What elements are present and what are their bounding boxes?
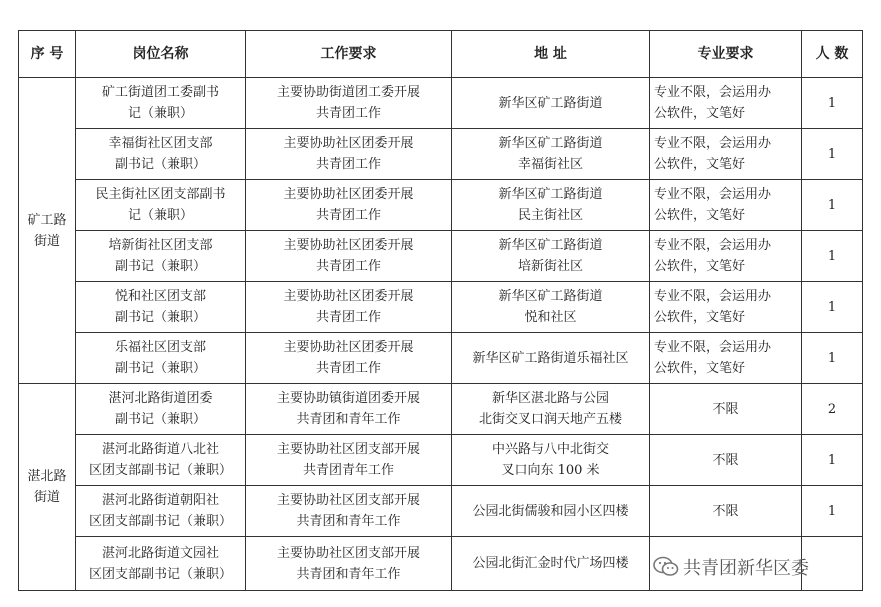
work-requirement-line: 共青团工作 [315,310,381,325]
major-requirement [650,333,802,384]
headcount: 1 [802,180,863,231]
address [452,78,650,129]
headcount: 2 [802,384,863,435]
position-name [76,180,246,231]
position-name [76,231,246,282]
work-requirement-line: 主要协助社区团支部开展 [276,493,420,508]
position-name [76,78,246,129]
position-name [76,129,246,180]
group-name-line: 湛北路 [27,469,67,484]
address-line: 新华区矿工路街道 [498,187,603,202]
table-row [19,180,863,231]
address-line: 叉口向东 100 米 [501,463,600,478]
table-row [19,384,863,435]
position-name [76,282,246,333]
work-requirement-line: 主要协助镇街道团委开展 [276,391,420,406]
major-requirement-line: 公软件，文笔好 [654,361,746,376]
address-line: 中兴路与八中北街交 [491,442,609,457]
address [452,129,650,180]
major-requirement-line: 专业不限，会运用办 [654,238,772,253]
position-name-line: 副书记（兼职） [114,361,206,376]
headcount: 1 [802,486,863,537]
watermark [653,554,809,580]
work-requirement-line: 共青团工作 [315,208,381,223]
major-requirement-line: 专业不限，会运用办 [654,289,772,304]
address-line: 新华区矿工路街道 [498,136,603,151]
major-requirement-line: 不限 [712,401,739,417]
work-requirement [246,333,452,384]
position-name [76,435,246,486]
work-requirement [246,282,452,333]
positions-table [18,30,863,591]
header-count: 人 数 [802,31,863,78]
work-requirement [246,486,452,537]
address [452,282,650,333]
position-name-line: 幸福街社区团支部 [108,136,213,151]
address-line: 培新街社区 [517,259,583,274]
major-requirement-line: 公软件，文笔好 [654,208,746,223]
address [452,333,650,384]
address-line: 公园北街汇金时代广场四楼 [472,556,629,571]
address-line: 新华区矿工路街道 [498,95,603,111]
work-requirement-line: 共青团工作 [315,259,381,274]
address-line: 悦和社区 [524,310,577,325]
work-requirement-line: 共青团工作 [315,157,381,172]
headcount [802,537,863,591]
work-requirement-line: 共青团和青年工作 [296,412,401,427]
major-requirement [650,129,802,180]
major-requirement [650,231,802,282]
major-requirement-line: 公软件，文笔好 [654,310,746,325]
group-name-line: 街道 [33,490,60,505]
address [452,231,650,282]
table-row [19,333,863,384]
major-requirement-line: 公软件，文笔好 [654,106,746,121]
address-line: 民主街社区 [517,208,583,223]
headcount: 1 [802,282,863,333]
headcount: 1 [802,333,863,384]
position-name-line: 区团支部副书记（兼职） [88,566,232,582]
work-requirement-line: 主要协助社区团支部开展 [276,545,420,561]
address-line: 新华区湛北路与公园 [491,391,609,406]
major-requirement [650,384,802,435]
address [452,435,650,486]
position-name-line: 区团支部副书记（兼职） [88,514,232,529]
work-requirement [246,129,452,180]
address [452,486,650,537]
headcount: 1 [802,129,863,180]
address [452,537,650,591]
header-index: 序 号 [19,31,76,78]
address-line: 幸福街社区 [517,157,583,172]
major-requirement [650,282,802,333]
position-name-line: 湛河北路街道团委 [108,391,213,406]
work-requirement-line: 主要协助社区团委开展 [283,238,414,253]
header-row [19,31,863,78]
table-row [19,282,863,333]
wechat-icon [653,556,679,578]
position-name-line: 副书记（兼职） [114,157,206,172]
work-requirement-line: 共青团和青年工作 [296,514,401,529]
group-name [19,384,76,591]
work-requirement-line: 主要协助社区团委开展 [283,340,414,355]
work-requirement [246,231,452,282]
major-requirement [650,486,802,537]
major-requirement-line: 不限 [712,452,739,468]
header-major: 专业要求 [650,31,802,78]
major-requirement-line: 专业不限，会运用办 [654,340,772,355]
work-requirement-line: 主要协助街道团工委开展 [276,85,420,100]
position-name-line: 乐福社区团支部 [114,340,206,355]
position-name-line: 矿工街道团工委副书 [101,85,219,100]
address [452,384,650,435]
work-requirement [246,435,452,486]
work-requirement-line: 共青团青年工作 [302,463,394,478]
address [452,180,650,231]
work-requirement-line: 主要协助社区团委开展 [283,289,414,304]
position-name-line: 湛河北路街道八北社 [101,442,219,457]
position-name-line: 悦和社区团支部 [114,289,206,304]
header-address: 地 址 [452,31,650,78]
headcount: 1 [802,231,863,282]
major-requirement [650,78,802,129]
major-requirement-line: 专业不限，会运用办 [654,85,772,100]
position-name-line: 湛河北路街道朝阳社 [101,493,219,508]
work-requirement [246,180,452,231]
group-name-line: 矿工路 [27,212,67,228]
position-name-line: 副书记（兼职） [114,259,206,274]
position-name [76,384,246,435]
work-requirement-line: 共青团工作 [315,106,381,121]
watermark-text: 共青团新华区委 [683,558,809,579]
address-line: 新华区矿工路街道乐福社区 [472,350,629,366]
work-requirement-line: 共青团工作 [315,361,381,376]
header-requirement: 工作要求 [246,31,452,78]
table-row [19,435,863,486]
position-name-line: 副书记（兼职） [114,310,206,325]
header-position: 岗位名称 [76,31,246,78]
position-name [76,486,246,537]
position-name [76,333,246,384]
work-requirement-line: 主要协助社区团支部开展 [276,442,420,457]
address-line: 新华区矿工路街道 [498,289,603,304]
major-requirement-line: 专业不限，会运用办 [654,187,772,202]
major-requirement-line: 专业不限，会运用办 [654,136,772,151]
major-requirement-line: 公软件，文笔好 [654,259,746,274]
work-requirement-line: 共青团和青年工作 [296,566,401,582]
position-name-line: 副书记（兼职） [114,412,206,427]
group-name-line: 街道 [33,233,60,249]
table-row [19,231,863,282]
headcount: 1 [802,78,863,129]
table-row [19,78,863,129]
address-line: 北街交叉口润天地产五楼 [478,412,622,427]
address-line: 公园北街儒骏和园小区四楼 [472,503,629,519]
position-name-line: 湛河北路街道文园社 [101,545,219,561]
work-requirement [246,537,452,591]
position-name-line: 记（兼职） [127,208,193,223]
position-name-line: 培新街社区团支部 [108,238,213,253]
work-requirement-line: 主要协助社区团委开展 [283,187,414,202]
address-line: 新华区矿工路街道 [498,238,603,253]
major-requirement-line: 公软件，文笔好 [654,157,746,172]
work-requirement-line: 主要协助社区团委开展 [283,136,414,151]
work-requirement [246,78,452,129]
group-name [19,78,76,384]
position-name-line: 民主街社区团支部副书 [95,187,226,202]
position-name-line: 记（兼职） [127,106,193,121]
table-row [19,486,863,537]
work-requirement [246,384,452,435]
position-name-line: 区团支部副书记（兼职） [88,463,232,478]
major-requirement [650,180,802,231]
major-requirement-line: 不限 [712,503,739,519]
headcount: 1 [802,435,863,486]
major-requirement [650,435,802,486]
table-row [19,129,863,180]
position-name [76,537,246,591]
